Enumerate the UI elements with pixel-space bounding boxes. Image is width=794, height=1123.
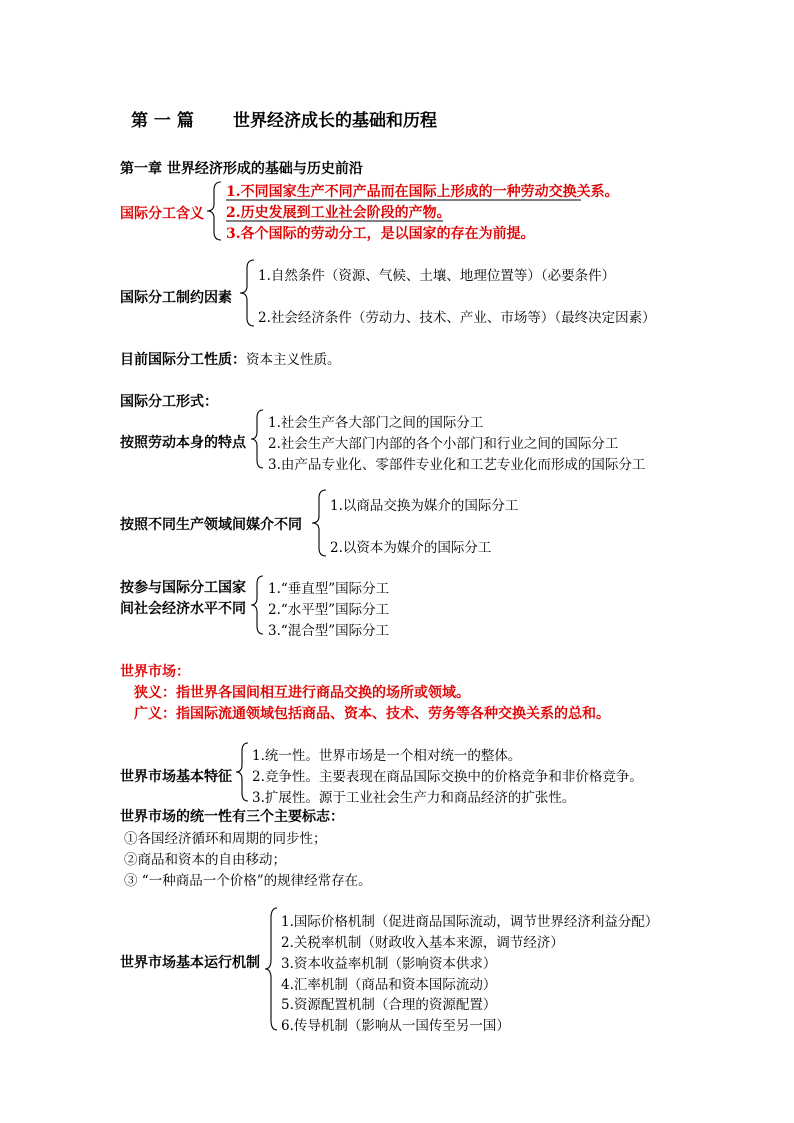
- market-features-label: 世界市场基本特征: [120, 769, 232, 785]
- division-factors-brace: [238, 258, 258, 328]
- chapter-title: 第一章 世界经济形成的基础与历史前沿: [120, 161, 363, 177]
- division-meaning-item: 3.各个国际的劳动分工，是以国家的存在为前提。: [226, 226, 535, 242]
- market-feature-item: 1.统一性。世界市场是一个相对统一的整体。: [252, 748, 522, 764]
- by-level-item: 2.“水平型”国际分工: [268, 602, 390, 618]
- by-level-item: 3.“混合型”国际分工: [268, 623, 390, 639]
- world-market-narrow: 狭义：指世界各国间相互进行商品交换的场所或领域。: [134, 685, 470, 701]
- by-medium-brace: [310, 488, 330, 558]
- division-factor-item: 1.自然条件（资源、气候、土壤、地理位置等）（必要条件）: [258, 268, 616, 284]
- division-nature: [120, 348, 341, 369]
- unity-sign-item: ③ “一种商品一个价格”的规律经常存在。: [124, 873, 372, 889]
- market-features-brace: [234, 741, 252, 803]
- by-level-item: 1.“垂直型”国际分工: [268, 581, 390, 597]
- by-level-brace: [249, 574, 267, 636]
- by-labor-item: 3.由产品专业化、零部件专业化和工艺专业化而形成的国际分工: [268, 457, 646, 473]
- market-mechanism-item: 4.汇率机制（商品和资本国际流动）: [281, 977, 497, 993]
- division-nature-value: 资本主义性质。: [246, 352, 341, 368]
- division-meaning-item: 2.历史发展到工业社会阶段的产物。: [226, 205, 451, 221]
- division-nature-label: 目前国际分工性质：: [120, 352, 246, 368]
- division-factors-label: 国际分工制约因素: [120, 290, 232, 306]
- meaning-underline: [226, 219, 444, 223]
- unity-sign-item: ②商品和资本的自由移动；: [124, 852, 286, 868]
- by-level-label: 间社会经济水平不同: [120, 601, 246, 617]
- market-mechanism-item: 3.资本收益率机制（影响资本供求）: [281, 956, 497, 972]
- by-medium-label: 按照不同生产领域间媒介不同: [120, 517, 302, 533]
- market-mechanisms-brace: [263, 906, 281, 1032]
- unity-sign-item: ①各国经济循环和周期的同步性；: [124, 831, 327, 847]
- market-mechanism-item: 5.资源配置机制（合理的资源配置）: [281, 997, 497, 1013]
- by-level-label: 按参与国际分工国家: [120, 580, 246, 596]
- market-feature-item: 2.竞争性。主要表现在商品国际交换中的价格竞争和非价格竞争。: [252, 769, 643, 785]
- division-meaning-item: 1.不同国家生产不同产品而在国际上形成的一种劳动交换关系。: [226, 184, 619, 200]
- division-meaning-brace: [205, 180, 225, 242]
- unity-signs-heading: 世界市场的统一性有三个主要标志：: [120, 809, 344, 825]
- by-labor-item: 1.社会生产各大部门之间的国际分工: [268, 415, 484, 431]
- division-factor-item: 2.社会经济条件（劳动力、技术、产业、市场等）（最终决定因素）: [258, 310, 656, 326]
- world-market-broad: 广义：指国际流通领域包括商品、资本、技术、劳务等各种交换关系的总和。: [134, 706, 610, 722]
- part-title: 世界经济成长的基础和历程: [233, 111, 437, 131]
- market-mechanism-item: 1.国际价格机制（促进商品国际流动，调节世界经济利益分配）: [281, 914, 659, 930]
- world-market-heading: 世界市场：: [120, 664, 190, 680]
- by-labor-brace: [249, 408, 267, 470]
- by-labor-label: 按照劳动本身的特点: [120, 435, 246, 451]
- market-mechanism-item: 2.关税率机制（财政收入基本来源，调节经济）: [281, 935, 564, 951]
- division-meaning-label: 国际分工含义: [120, 206, 204, 222]
- by-labor-item: 2.社会生产大部门内部的各个小部门和行业之间的国际分工: [268, 436, 619, 452]
- by-medium-item: 1.以商品交换为媒介的国际分工: [330, 498, 519, 514]
- division-forms-heading: 国际分工形式：: [120, 394, 218, 410]
- part-label: 第 一 篇: [131, 111, 194, 131]
- meaning-underline: [226, 198, 582, 202]
- market-mechanism-item: 6.传导机制（影响从一国传至另一国）: [281, 1018, 510, 1034]
- market-feature-item: 3.扩展性。源于工业社会生产力和商品经济的扩张性。: [252, 790, 576, 806]
- market-mechanisms-label: 世界市场基本运行机制: [120, 955, 260, 971]
- by-medium-item: 2.以资本为媒介的国际分工: [330, 540, 492, 556]
